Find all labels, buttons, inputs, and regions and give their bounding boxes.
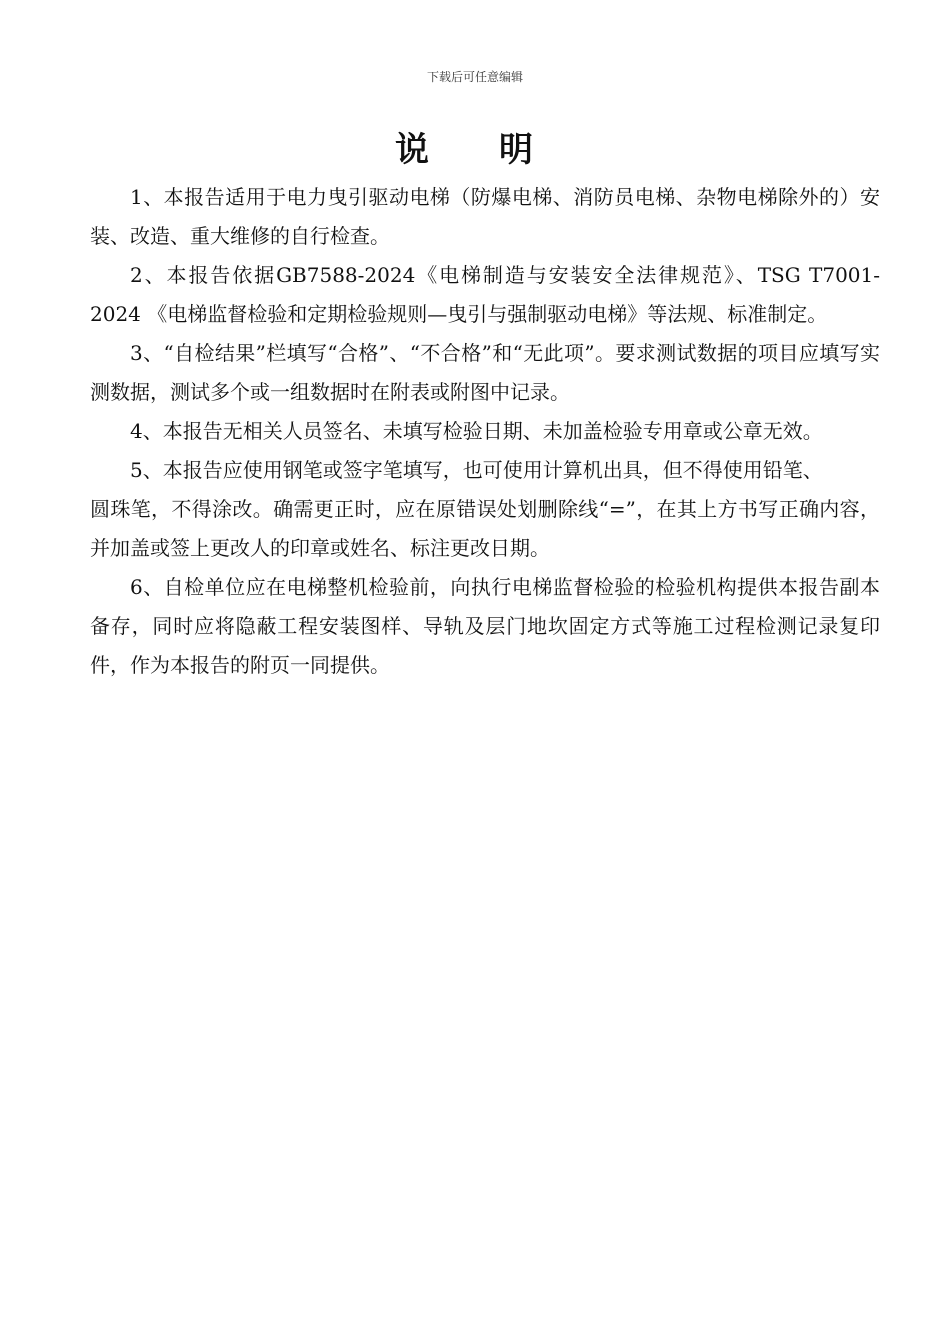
- paragraph-4: 4、本报告无相关人员签名、未填写检验日期、未加盖检验专用章或公章无效。: [130, 419, 823, 443]
- document-title: 说明: [395, 130, 603, 170]
- paragraph-5: 5、本报告应使用钢笔或签字笔填写，也可使用计算机出具，但不得使用铅笔、: [130, 458, 823, 482]
- paragraph-3: 3、“自检结果”栏填写“合格”、“不合格”和“无此项”。要求测试数据的项目应填写实测数据，测试多个或一组数据时在附表或附图中记录。: [90, 341, 880, 404]
- document-body: [90, 178, 880, 685]
- paragraph-5-continued: 圆珠笔，不得涂改。确需更正时，应在原错误处划删除线“=”，在其上方书写正确内容，并加盖或签上更改人的印章或姓名、标注更改日期。: [90, 497, 880, 560]
- paragraph-6: 6、自检单位应在电梯整机检验前，向执行电梯监督检验的检验机构提供本报告副本备存，同时应将隐蔽工程安装图样、导轨及层门地坎固定方式等施工过程检测记录复印件，作为本报告的附页一同提供。: [90, 575, 880, 677]
- paragraph-1: 1、本报告适用于电力曳引驱动电梯（防爆电梯、消防员电梯、杂物电梯除外的）安装、改造、重大维修的自行检查。: [90, 185, 880, 248]
- header-note: 下载后可任意编辑: [426, 70, 523, 84]
- paragraph-2: 2、本报告依据GB7588-2024《电梯制造与安装安全法律规范》、TSG T7001-2024 《电梯监督检验和定期检验规则—曳引与强制驱动电梯》等法规、标准制定。: [90, 263, 880, 326]
